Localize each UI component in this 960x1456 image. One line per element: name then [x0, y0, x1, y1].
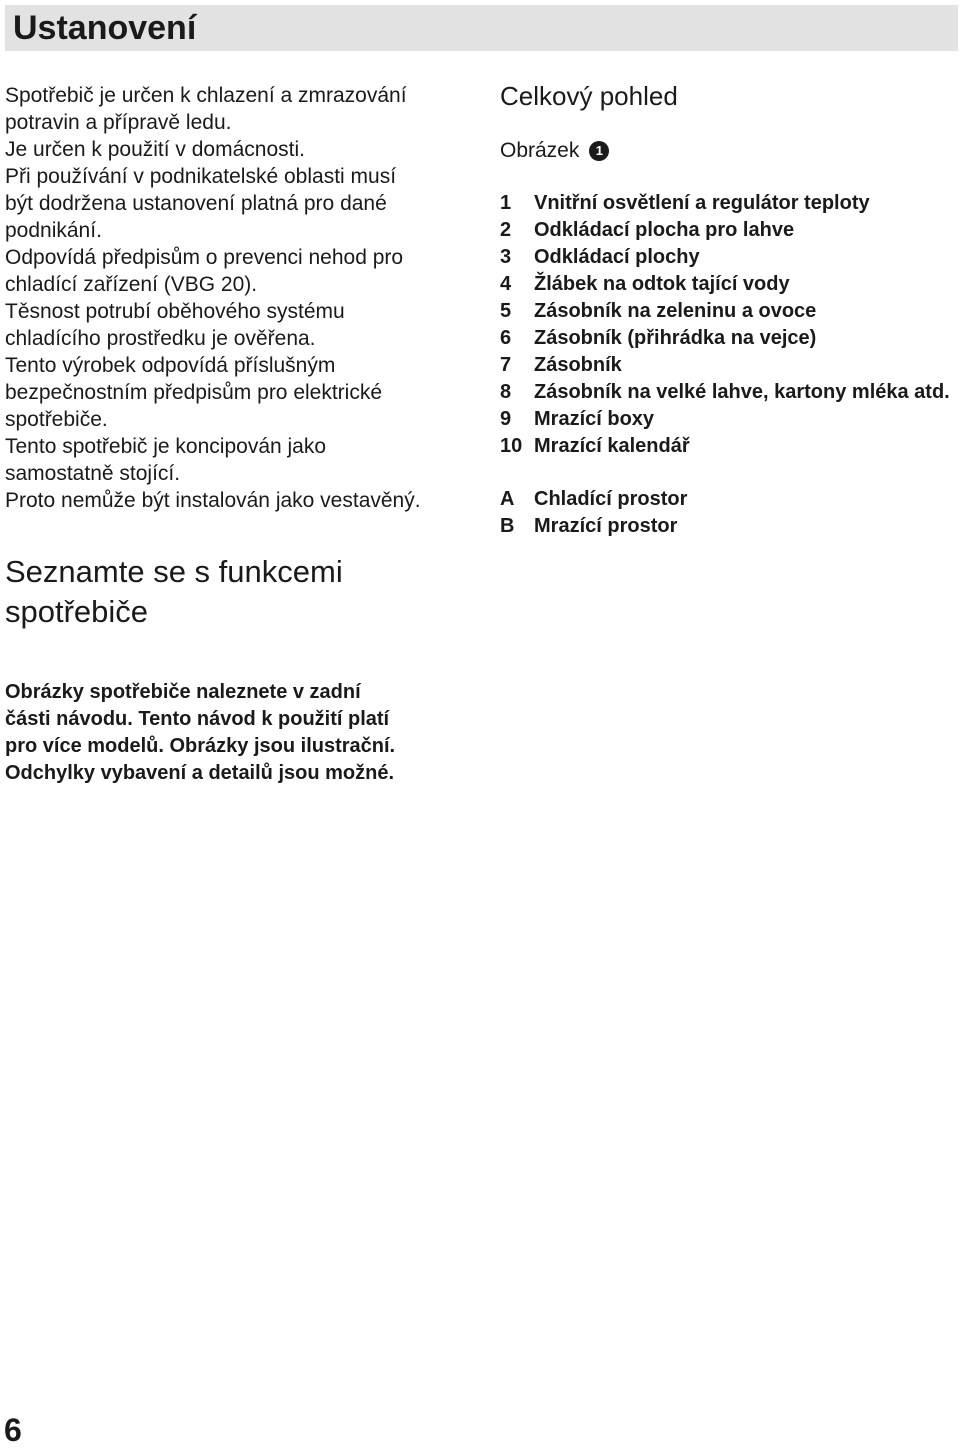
intro-line: bezpečnostním předpisům pro elektrické: [5, 381, 383, 404]
parts-list: [500, 190, 955, 460]
note-line: Obrázky spotřebiče naleznete v zadní: [5, 681, 361, 703]
list-item: [500, 298, 955, 325]
item-number: 8: [500, 381, 512, 403]
figure-label: Obrázek: [500, 139, 580, 162]
intro-line: Tento výrobek odpovídá příslušným: [5, 354, 336, 377]
item-number: 6: [500, 327, 512, 349]
intro-line: chladícího prostředku je ověřena.: [5, 327, 316, 350]
item-number: 7: [500, 354, 512, 376]
list-item: [500, 513, 955, 540]
intro-line: Tento spotřebič je koncipován jako: [5, 435, 327, 458]
list-item: [500, 379, 955, 406]
intro-line: Proto nemůže být instalován jako vestavěný.: [5, 489, 421, 512]
intro-line: samostatně stojící.: [5, 462, 181, 485]
item-text: Zásobník (přihrádka na vejce): [534, 327, 817, 349]
functions-heading-line: Seznamte se s funkcemi: [5, 554, 343, 589]
list-item: [500, 244, 955, 271]
list-item: [500, 325, 955, 352]
section-header-bar: [5, 5, 958, 51]
item-text: Chladící prostor: [534, 488, 688, 510]
intro-line: chladící zařízení (VBG 20).: [5, 273, 258, 296]
overview-heading: Celkový pohled: [500, 81, 678, 111]
item-text: Odkládací plocha pro lahve: [534, 219, 795, 241]
item-text: Odkládací plochy: [534, 246, 700, 268]
page-title: Ustanovení: [13, 9, 197, 47]
note-line: pro více modelů. Obrázky jsou ilustrační.: [5, 735, 396, 757]
list-item: [500, 486, 955, 513]
list-item: [500, 406, 955, 433]
intro-line: Těsnost potrubí oběhového systému: [5, 300, 345, 323]
zones-list: [500, 486, 955, 540]
item-number: 4: [500, 273, 512, 295]
item-text: Zásobník: [534, 354, 622, 376]
list-item: [500, 352, 955, 379]
item-text: Žlábek na odtok tající vody: [534, 273, 790, 295]
intro-line: Při používání v podnikatelské oblasti musí: [5, 165, 397, 188]
item-text: Mrazící prostor: [534, 515, 678, 537]
item-letter: B: [500, 515, 515, 537]
item-text: Mrazící kalendář: [534, 435, 690, 457]
item-number: 9: [500, 408, 512, 430]
item-number: 2: [500, 219, 512, 241]
figure-number-badge: 1: [589, 141, 609, 161]
intro-line: Je určen k použití v domácnosti.: [5, 138, 305, 161]
functions-heading: [5, 552, 475, 632]
note-line: Odchylky vybavení a detailů jsou možné.: [5, 762, 395, 784]
item-number: 5: [500, 300, 512, 322]
intro-paragraph: [5, 82, 475, 514]
list-item: [500, 433, 955, 460]
intro-line: být dodržena ustanovení platná pro dané: [5, 192, 387, 215]
item-text: Vnitřní osvětlení a regulátor teploty: [534, 192, 870, 214]
intro-line: podnikání.: [5, 219, 102, 242]
intro-line: Odpovídá předpisům o prevenci nehod pro: [5, 246, 404, 269]
left-column: [5, 82, 475, 632]
functions-heading-line: spotřebiče: [5, 594, 149, 629]
item-number: 3: [500, 246, 512, 268]
figure-reference: [500, 138, 955, 164]
figures-note: [5, 679, 475, 787]
item-text: Zásobník na velké lahve, kartony mléka atd.: [534, 381, 950, 403]
list-item: [500, 190, 955, 217]
right-column: [500, 80, 955, 540]
item-number: 1: [500, 192, 512, 214]
list-item: [500, 217, 955, 244]
intro-line: spotřebiče.: [5, 408, 108, 431]
intro-line: potravin a přípravě ledu.: [5, 111, 232, 134]
intro-line: Spotřebič je určen k chlazení a zmrazování: [5, 84, 407, 107]
page-number: 6: [4, 1412, 22, 1448]
note-line: části návodu. Tento návod k použití platí: [5, 708, 390, 730]
list-item: [500, 271, 955, 298]
item-text: Mrazící boxy: [534, 408, 655, 430]
item-letter: A: [500, 488, 515, 510]
item-text: Zásobník na zeleninu a ovoce: [534, 300, 817, 322]
item-number: 10: [500, 435, 523, 457]
